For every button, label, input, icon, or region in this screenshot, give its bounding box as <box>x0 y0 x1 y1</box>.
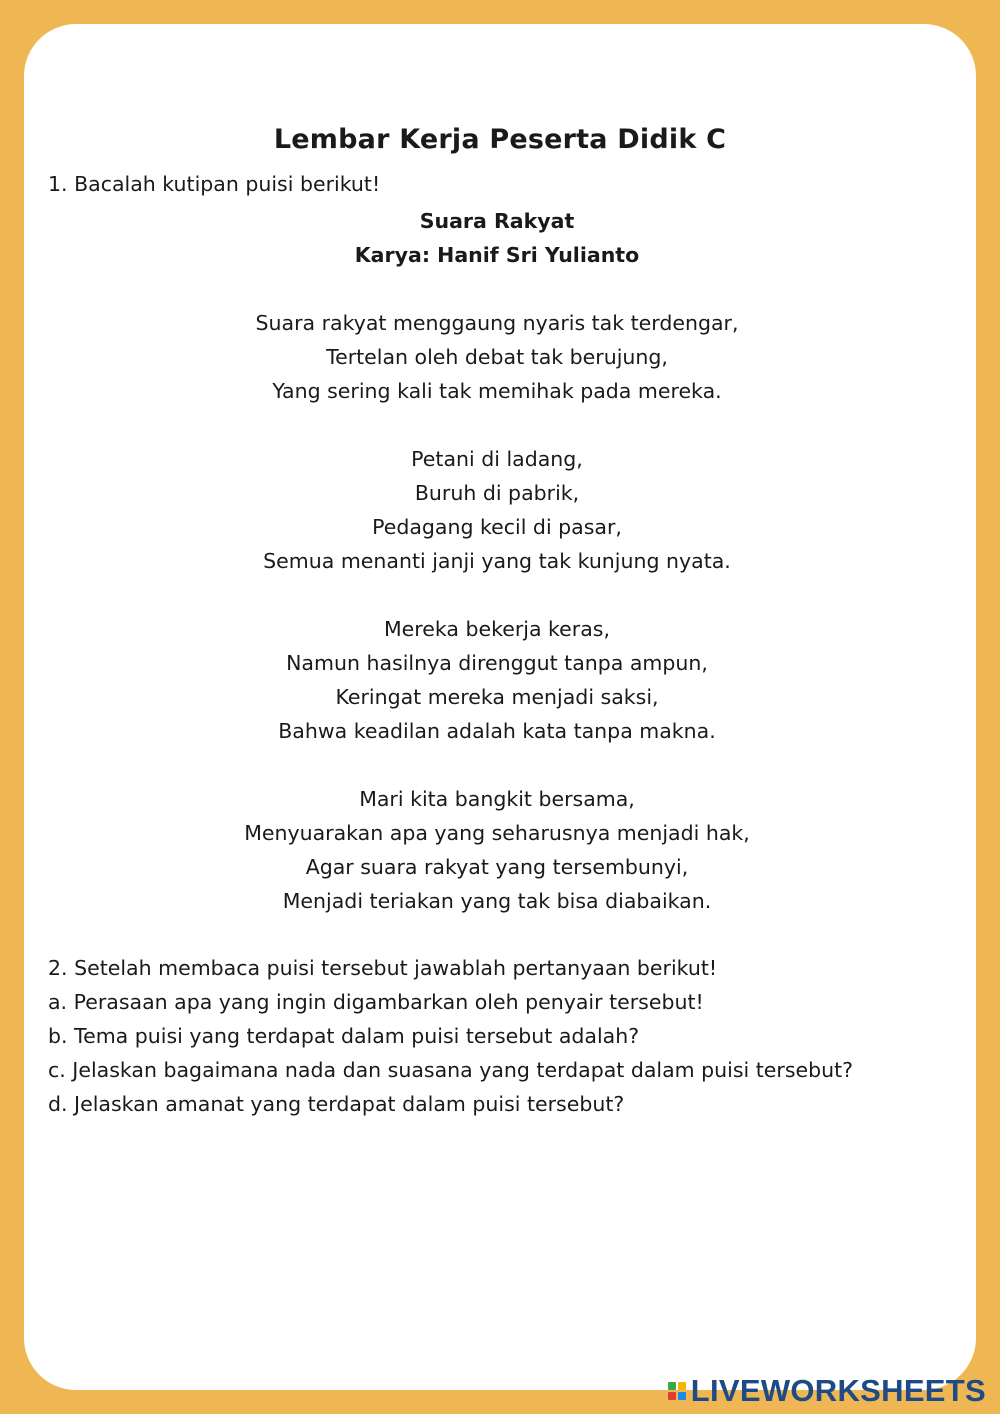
poem-stanza-2 <box>24 442 970 578</box>
question-item-a: a. Perasaan apa yang ingin digambarkan oleh penyair tersebut! <box>48 990 704 1014</box>
liveworksheets-logo-icon <box>668 1382 686 1400</box>
poem-line: Menyuarakan apa yang seharusnya menjadi hak, <box>244 821 750 845</box>
question-2-heading: 2. Setelah membaca puisi tersebut jawablah pertanyaan berikut! <box>48 956 718 980</box>
poem-stanza-3 <box>24 612 970 748</box>
poem-line: Menjadi teriakan yang tak bisa diabaikan. <box>282 889 712 913</box>
poem-line: Keringat mereka menjadi saksi, <box>335 685 659 709</box>
brand-name: LIVEWORKSHEETS <box>690 1373 986 1408</box>
logo-square <box>678 1382 686 1390</box>
logo-square <box>668 1392 676 1400</box>
poem-line: Pedagang kecil di pasar, <box>372 515 622 539</box>
poem-title: Suara Rakyat <box>419 209 575 233</box>
stanza-spacer <box>24 748 970 782</box>
worksheet-sheet <box>24 24 976 1390</box>
poem-line: Semua menanti janji yang tak kunjung nyata. <box>263 549 731 573</box>
question-item-b: b. Tema puisi yang terdapat dalam puisi tersebut adalah? <box>48 1024 640 1048</box>
poem-line: Suara rakyat menggaung nyaris tak terdengar, <box>255 311 739 335</box>
logo-square <box>678 1392 686 1400</box>
stanza-spacer <box>24 272 970 306</box>
poem-line: Tertelan oleh debat tak berujung, <box>326 345 668 369</box>
poem-line: Yang sering kali tak memihak pada mereka. <box>272 379 722 403</box>
poem-line: Bahwa keadilan adalah kata tanpa makna. <box>278 719 716 743</box>
stanza-spacer <box>24 578 970 612</box>
poem-line: Agar suara rakyat yang tersembunyi, <box>305 855 689 879</box>
stanza-spacer <box>24 408 970 442</box>
poem-line: Petani di ladang, <box>411 447 583 471</box>
question-item-c: c. Jelaskan bagaimana nada dan suasana yang terdapat dalam puisi tersebut? <box>48 1058 854 1082</box>
poem-line: Namun hasilnya direnggut tanpa ampun, <box>286 651 708 675</box>
logo-square <box>668 1382 676 1390</box>
question-2 <box>48 951 928 1121</box>
poem <box>24 204 970 918</box>
poem-line: Mereka bekerja keras, <box>383 617 610 641</box>
liveworksheets-logo <box>668 1374 986 1408</box>
poem-line: Buruh di pabrik, <box>414 481 580 505</box>
poem-stanza-1 <box>24 306 970 408</box>
question-1-instruction: 1. Bacalah kutipan puisi berikut! <box>48 172 381 196</box>
poem-author: Karya: Hanif Sri Yulianto <box>354 243 640 267</box>
poem-line: Mari kita bangkit bersama, <box>359 787 635 811</box>
page-title: Lembar Kerja Peserta Didik C <box>273 124 727 155</box>
poem-stanza-4 <box>24 782 970 918</box>
question-item-d: d. Jelaskan amanat yang terdapat dalam puisi tersebut? <box>48 1092 625 1116</box>
